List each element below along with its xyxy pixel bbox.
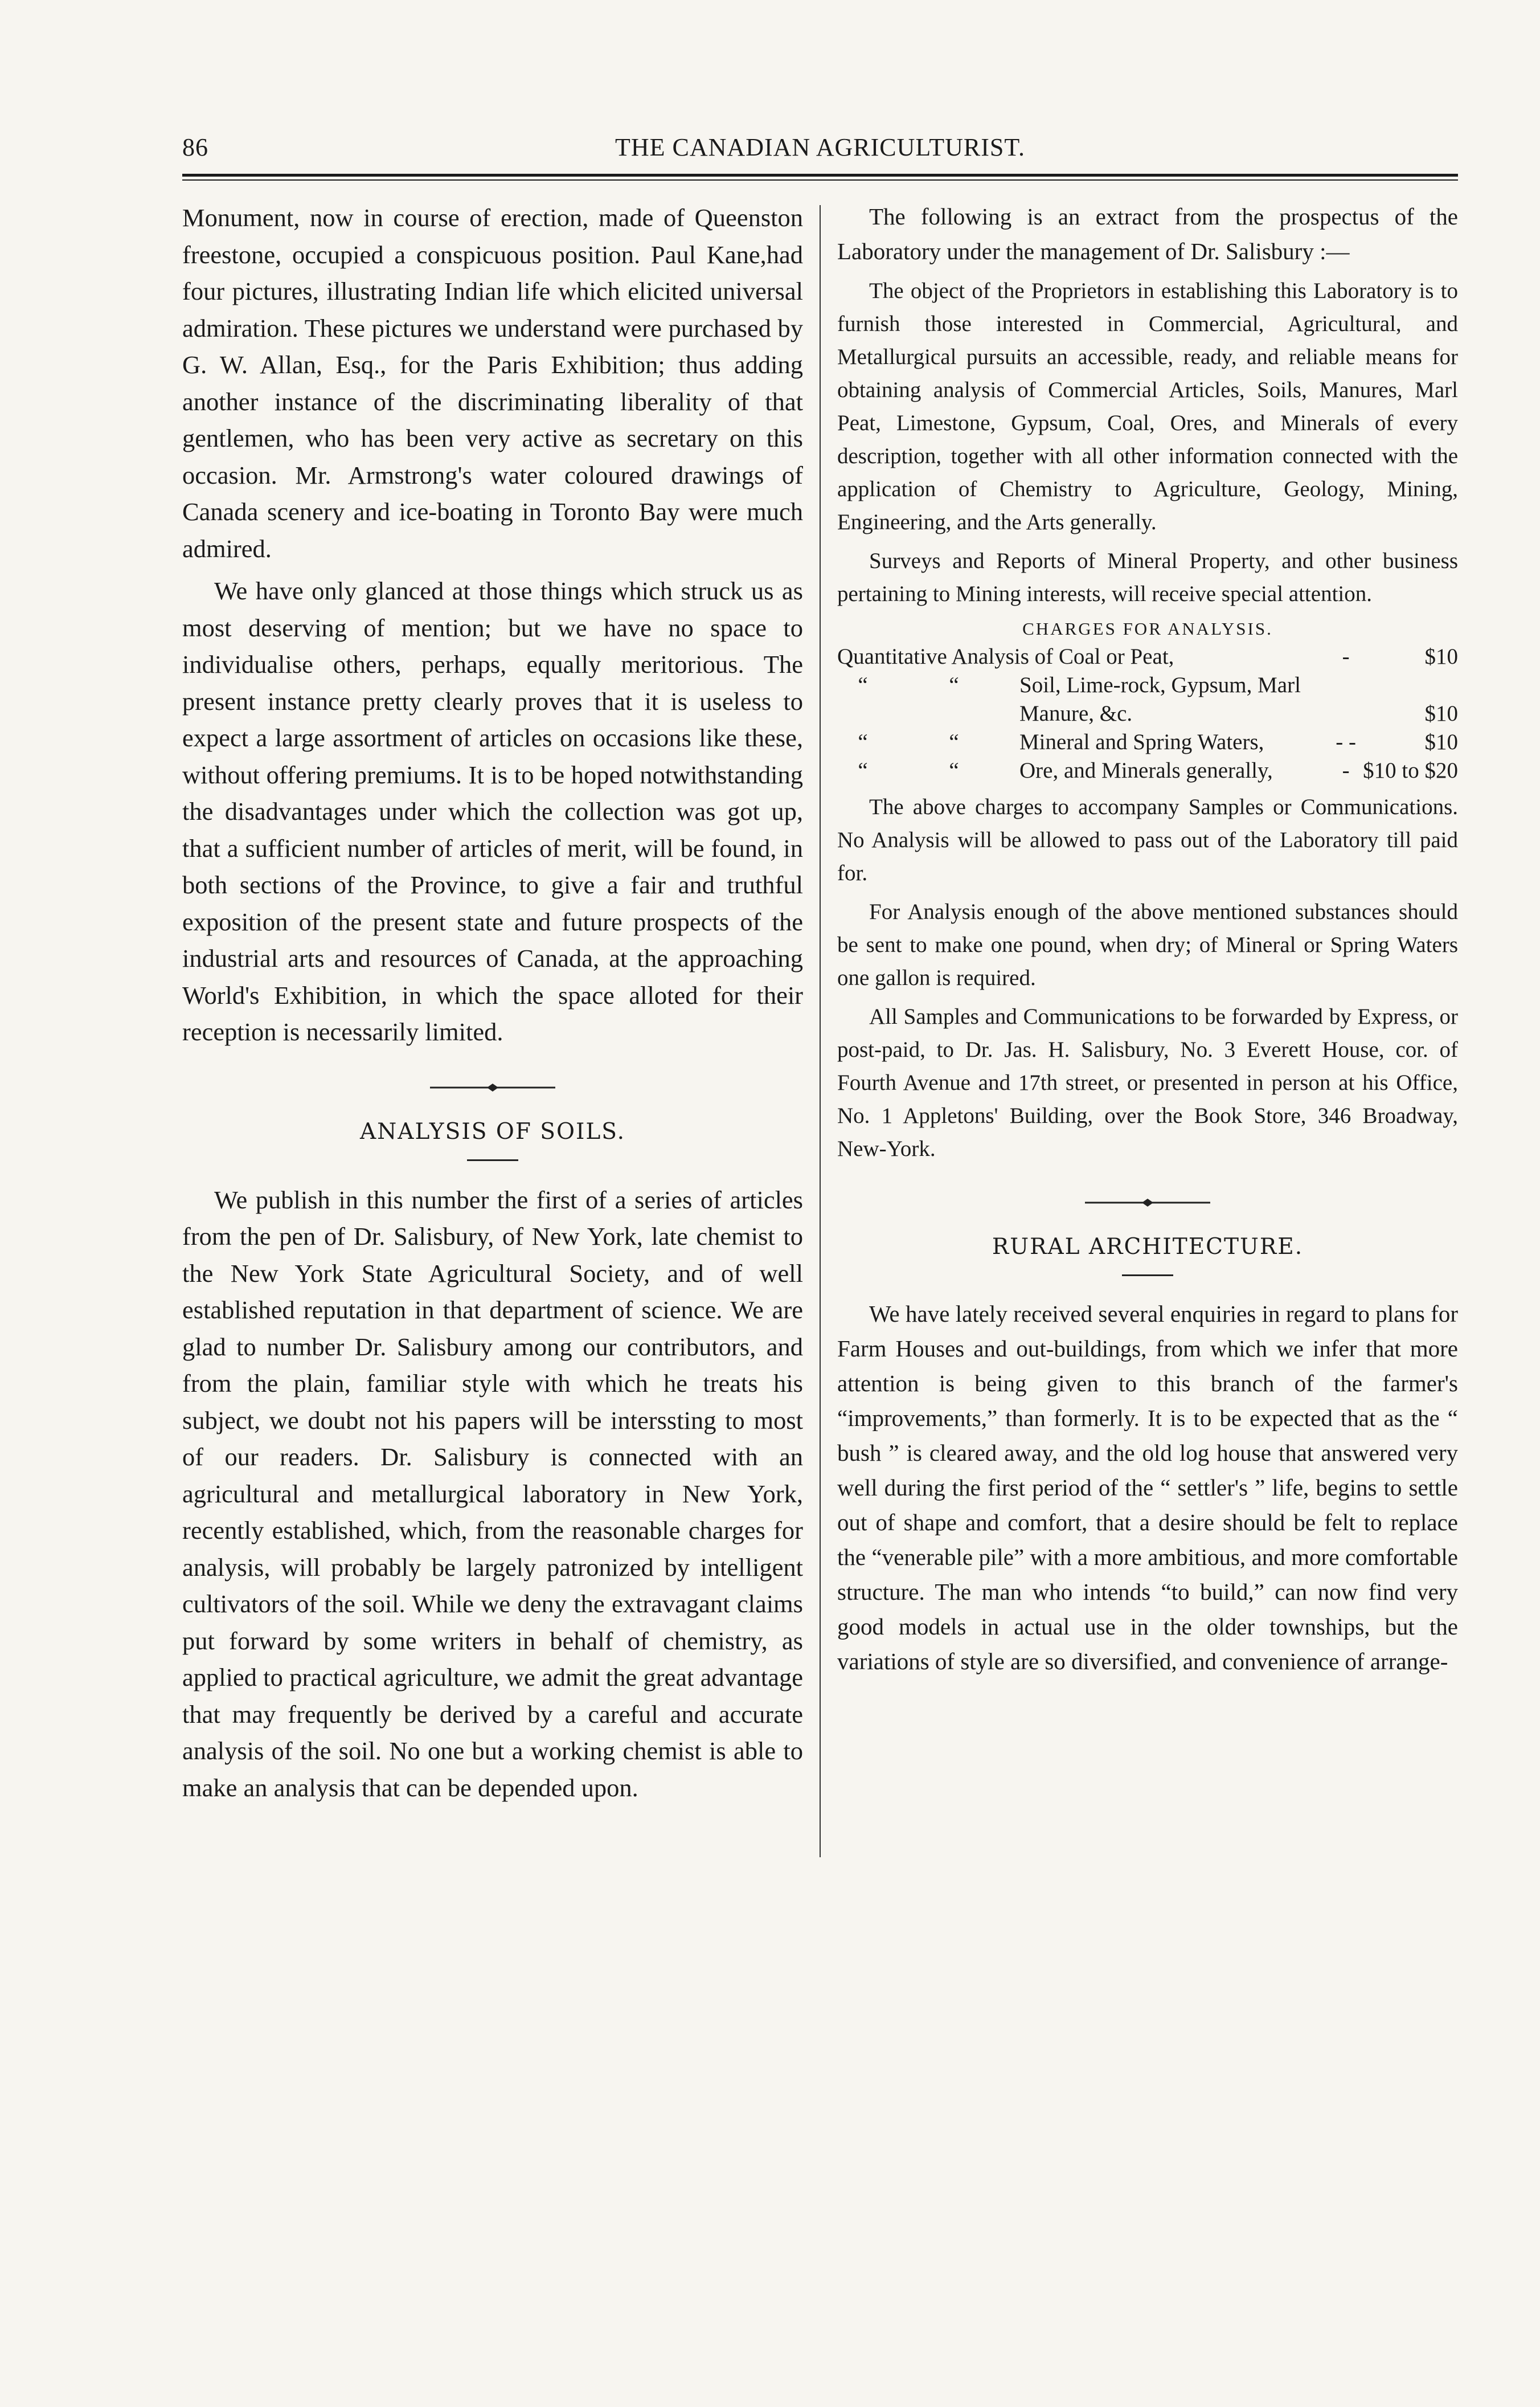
ditto-mark: “ [858,673,868,697]
charge-price: $10 [1424,730,1458,754]
paragraph-rural-architecture: We have lately received several enquiries in regard to plans for Farm Houses and out-buildings, from which we infer that more attention is being given to this branch of the farmer's “improvements,” than formerly. It is to be expected that as the “ bush ” is cleared away, and the old log house that answered very well during the first period of the “ settler's ” life, begins to settle out of shape and comfort, that a desire should be felt to replace the “venerable pile” with a more ambitious, and more comfortable structure. The man who intends “to build,” can now find very good models in actual use in the older townships, but the variations of style are so diversified, and convenience of arrange- [837,1301,1458,1674]
charge-price: $10 to $20 [1363,758,1458,783]
paragraph-sample-quantity: For Analysis enough of the above mentioned substances should be sent to make one pound, when dry; of Mineral or Spring Waters one gallon is required. [837,900,1458,990]
running-title: THE CANADIAN AGRICULTURIST. [615,133,1025,161]
paragraph-prospectus-intro: The following is an extract from the prospectus of the Laboratory under the management of Dr. Salisbury :— [837,203,1458,264]
charge-row [837,671,1458,728]
charge-row [837,757,1458,785]
section-title-rural-architecture: RURAL ARCHITECTURE. [992,1234,1304,1260]
ornament-rule-icon [430,1082,555,1093]
text-columns [182,199,1458,2322]
ditto-mark: “ [949,758,959,783]
paragraph-laboratory-object: The object of the Proprietors in establishing this Laboratory is to furnish those interested in Commercial, Agricultural, and Metallurgical pursuits an accessible, ready, and reliable means for obtaining analysis of Commercial Articles, Soils, Manures, Marl Peat, Limestone, Gypsum, Coal, Ores, and Minerals of every description, together with all other information connected with the application of Chemistry to Agriculture, Geology, Mining, Engineering, and the Arts generally. [837,279,1458,534]
paragraph-exhibition-end: Monument, now in course of erection, made of Queenston freestone, occupied a conspicuous position. Paul Kane,had four pictures, illustrating Indian life which elicited universal admiration. These pictures we understand were purchased by G. W. Allan, Esq., for the Paris Exhibition; thus adding another instance of the discriminating liberality of that gentlemen, who has been very active as secretary on this occasion. Mr. Armstrong's water coloured drawings of Canada scenery and ice-boating in Toronto Bay were much admired. [182,203,803,563]
header-rule-thin [182,179,1458,181]
section-ornament [182,1082,803,1096]
page-number: 86 [182,133,208,161]
ditto-mark: “ [949,673,959,697]
paragraph-surveys: Surveys and Reports of Mineral Property, and other business pertaining to Mining interests, will receive special attention. [837,549,1458,606]
charges-table [837,643,1458,785]
ditto-mark: “ [949,730,959,754]
charge-price: $10 [1424,701,1458,726]
right-column [837,199,1458,2322]
charge-item: Soil, Lime-rock, Gypsum, Marl Manure, &c. [1019,673,1301,726]
charges-title: CHARGES FOR ANALYSIS. [1022,619,1273,639]
ditto-mark: “ [858,758,868,783]
ornament-rule-icon [1085,1197,1210,1208]
left-column [182,199,803,2322]
section-ornament [837,1197,1458,1211]
charge-dash [1329,671,1363,728]
charge-item: Ore, and Minerals generally, [1019,758,1273,783]
section-title-analysis-of-soils: ANALYSIS OF SOILS. [360,1118,625,1145]
charge-item: Quantitative Analysis of Coal or Peat, [837,644,1174,669]
ditto-mark: “ [858,730,868,754]
charge-dash: - - [1336,730,1357,754]
header-rule [182,174,1458,177]
charge-price: $10 [1424,644,1458,669]
title-underline [467,1159,518,1161]
document-page [182,128,1458,2322]
paragraph-exhibition-summary: We have only glanced at those things which struck us as most deserving of mention; but we have no space to individualise others, perhaps, equally meritorious. The present instance pretty clearly proves that it is useless to expect a large assortment of articles on occasions like these, without offering premiums. It is to be hoped notwithstanding the disadvantages under which the collection was got up, that a sufficient number of articles of merit, will be found, in both sections of the Province, to give a fair and truthful exposition of the present state and future prospects of the industrial arts and resources of Canada, at the approaching World's Exhibition, in which the space alloted for their reception is necessarily limited. [182,577,803,1046]
charge-row [837,728,1458,757]
title-underline [1122,1274,1173,1276]
paragraph-charges-note: The above charges to accompany Samples or Communications. No Analysis will be allowed to pass out of the Laboratory till paid for. [837,795,1458,885]
paragraph-forwarding-address: All Samples and Communications to be forwarded by Express, or post-paid, to Dr. Jas. H. Salisbury, No. 3 Everett House, cor. of Fourth Avenue and 17th street, or presented in person at his Office, No. 1 Appletons' Building, over the Book Store, 346 Broadway, New-York. [837,1004,1458,1161]
page-header [182,128,1458,174]
column-divider [820,205,821,1857]
paragraph-analysis-of-soils: We publish in this number the first of a series of articles from the pen of Dr. Salisbury, of New York, late chemist to the New York State Agricultural Society, and of well established reputation in that department of science. We are glad to number Dr. Salisbury among our contributors, and from the plain, familiar style with which he treats his subject, we doubt not his papers will be interssting to most of our readers. Dr. Salisbury is connected with an agricultural and metallurgical laboratory in New York, recently established, which, from the reasonable charges for analysis, will probably be largely patronized by intelligent cultivators of the soil. While we deny the extravagant claims put forward by some writers in behalf of chemistry, as applied to practical agriculture, we admit the great advantage that may frequently be derived by a careful and accurate analysis of the soil. No one but a working chemist is able to make an analysis that can be depended upon. [182,1185,803,1802]
charge-row [837,643,1458,671]
charge-dash: - [1342,644,1350,669]
charge-item: Mineral and Spring Waters, [1019,730,1264,754]
charge-dash: - [1342,758,1350,783]
